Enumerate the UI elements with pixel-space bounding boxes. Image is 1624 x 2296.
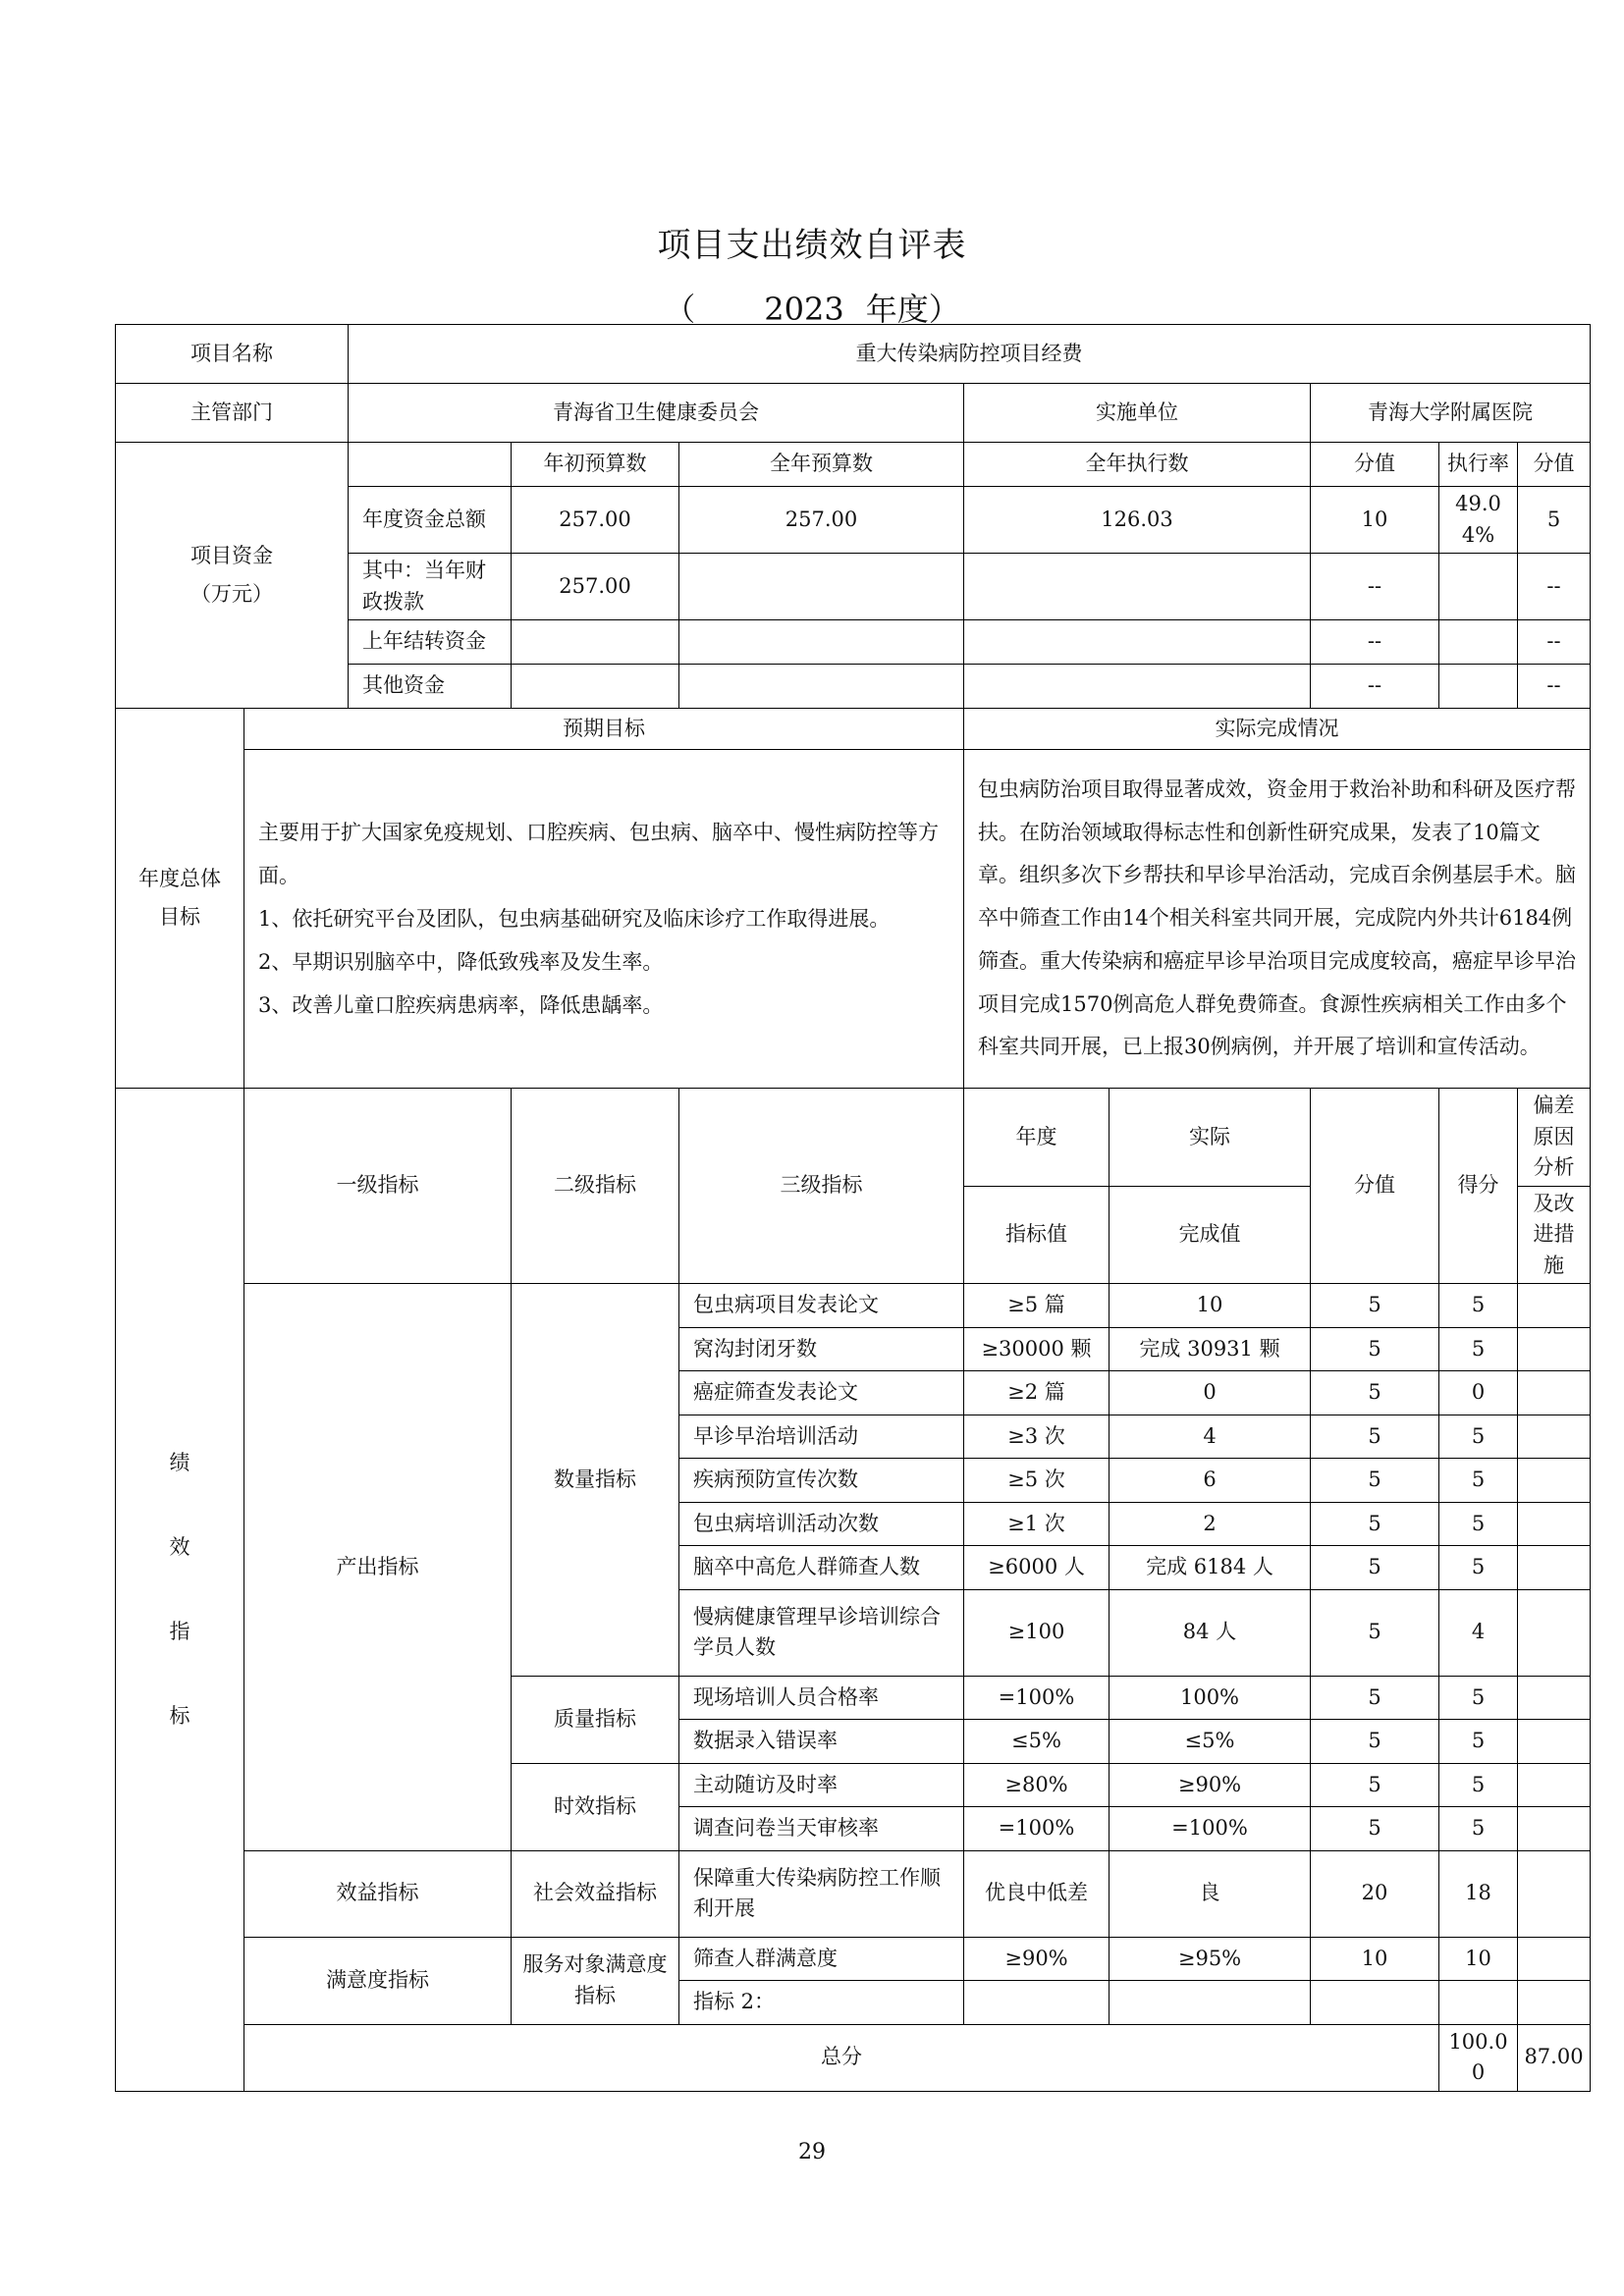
indicator-name: 脑卒中高危人群筛查人数 bbox=[679, 1546, 964, 1590]
score-value-header: 分值 bbox=[1311, 1089, 1439, 1284]
indicator-value: 5 bbox=[1311, 1284, 1439, 1328]
goals-label bbox=[116, 709, 244, 1089]
funds-cell: -- bbox=[1311, 665, 1439, 709]
goals-header-row bbox=[116, 709, 1591, 750]
indicator-value: 10 bbox=[1311, 1937, 1439, 1981]
funds-row-name: 其他资金 bbox=[349, 665, 512, 709]
indicator-done: 0 bbox=[1110, 1371, 1311, 1415]
indicator-deviation bbox=[1518, 1415, 1591, 1459]
total-row bbox=[116, 2024, 1591, 2091]
indicator-value: 5 bbox=[1311, 1371, 1439, 1415]
indicator-value: 5 bbox=[1311, 1546, 1439, 1590]
dept-value: 青海省卫生健康委员会 bbox=[349, 384, 964, 443]
indicator-row bbox=[116, 1850, 1591, 1937]
indicator-score: 0 bbox=[1439, 1371, 1518, 1415]
funds-header-col: 全年执行数 bbox=[964, 443, 1311, 487]
goals-label-line1: 年度总体 bbox=[138, 866, 221, 890]
funds-cell: 257.00 bbox=[512, 487, 679, 554]
indicator-score bbox=[1439, 1981, 1518, 2025]
indicator-deviation bbox=[1518, 1459, 1591, 1503]
indicator-name: 窝沟封闭牙数 bbox=[679, 1327, 964, 1371]
actual-result-header: 实际完成情况 bbox=[964, 709, 1591, 750]
funds-header-col: 年初预算数 bbox=[512, 443, 679, 487]
funds-cell: 126.03 bbox=[964, 487, 1311, 554]
indicator-done: 良 bbox=[1110, 1850, 1311, 1937]
indicator-name: 筛查人群满意度 bbox=[679, 1937, 964, 1981]
indicator-name: 包虫病项目发表论文 bbox=[679, 1284, 964, 1328]
indicator-done: ≥95% bbox=[1110, 1937, 1311, 1981]
indicator-done: 100% bbox=[1110, 1676, 1311, 1720]
funds-cell: 257.00 bbox=[679, 487, 964, 554]
funds-row-name: 其中：当年财政拨款 bbox=[349, 554, 512, 620]
year-value: 2023 bbox=[764, 291, 844, 328]
funds-cell: -- bbox=[1311, 620, 1439, 665]
indicator-target: 优良中低差 bbox=[964, 1850, 1110, 1937]
funds-cell bbox=[1439, 620, 1518, 665]
indicator-value: 5 bbox=[1311, 1676, 1439, 1720]
indicator-deviation bbox=[1518, 1981, 1591, 2025]
funds-cell bbox=[512, 620, 679, 665]
indicator-value: 5 bbox=[1311, 1807, 1439, 1851]
indicator-name: 指标 2： bbox=[679, 1981, 964, 2025]
indicator-target: ≥100 bbox=[964, 1589, 1110, 1676]
indicator-row bbox=[116, 1937, 1591, 1981]
expected-goal-line: 2、早期识别脑卒中，降低致残率及发生率。 bbox=[258, 950, 664, 975]
indicator-deviation bbox=[1518, 1937, 1591, 1981]
indicator-name: 主动随访及时率 bbox=[679, 1763, 964, 1807]
funds-row-name: 上年结转资金 bbox=[349, 620, 512, 665]
level1-output: 产出指标 bbox=[244, 1284, 512, 1851]
indicator-target: ≥6000 人 bbox=[964, 1546, 1110, 1590]
indicator-target: ≥80% bbox=[964, 1763, 1110, 1807]
indicator-score: 5 bbox=[1439, 1284, 1518, 1328]
perf-header-row bbox=[116, 1089, 1591, 1187]
expected-goal-line: 1、依托研究平台及团队，包虫病基础研究及临床诊疗工作取得进展。 bbox=[258, 906, 891, 931]
indicator-done: ≥90% bbox=[1110, 1763, 1311, 1807]
indicator-name: 调查问卷当天审核率 bbox=[679, 1807, 964, 1851]
impl-unit-label: 实施单位 bbox=[964, 384, 1311, 443]
indicator-value: 5 bbox=[1311, 1589, 1439, 1676]
indicator-done: ≤5% bbox=[1110, 1720, 1311, 1764]
funds-cell: -- bbox=[1518, 554, 1591, 620]
indicator-done: 84 人 bbox=[1110, 1589, 1311, 1676]
indicator-value: 5 bbox=[1311, 1720, 1439, 1764]
deviation-header-top: 偏差原因分析 bbox=[1518, 1089, 1591, 1187]
perf-label-char: 效 bbox=[169, 1535, 190, 1560]
indicator-name: 数据录入错误率 bbox=[679, 1720, 964, 1764]
level2-header: 二级指标 bbox=[512, 1089, 679, 1284]
level3-header: 三级指标 bbox=[679, 1089, 964, 1284]
level2-quality: 质量指标 bbox=[512, 1676, 679, 1763]
indicator-name: 现场培训人员合格率 bbox=[679, 1676, 964, 1720]
project-name-row bbox=[116, 325, 1591, 384]
funds-cell bbox=[512, 665, 679, 709]
level1-benefit: 效益指标 bbox=[244, 1850, 512, 1937]
funds-label-line1: 项目资金 bbox=[190, 543, 273, 567]
done-value-header: 完成值 bbox=[1110, 1186, 1311, 1284]
indicator-deviation bbox=[1518, 1502, 1591, 1546]
indicator-deviation bbox=[1518, 1763, 1591, 1807]
funds-cell bbox=[679, 620, 964, 665]
indicator-name: 疾病预防宣传次数 bbox=[679, 1459, 964, 1503]
funds-cell: 257.00 bbox=[512, 554, 679, 620]
funds-cell bbox=[964, 665, 1311, 709]
level1-header: 一级指标 bbox=[244, 1089, 512, 1284]
indicator-name: 癌症筛查发表论文 bbox=[679, 1371, 964, 1415]
indicator-value: 5 bbox=[1311, 1415, 1439, 1459]
funds-header-col: 执行率 bbox=[1439, 443, 1518, 487]
indicator-done: 2 bbox=[1110, 1502, 1311, 1546]
indicator-score: 5 bbox=[1439, 1720, 1518, 1764]
indicator-done bbox=[1110, 1981, 1311, 2025]
funds-header-col: 分值 bbox=[1518, 443, 1591, 487]
target-value-header: 指标值 bbox=[964, 1186, 1110, 1284]
level1-satisfaction: 满意度指标 bbox=[244, 1937, 512, 2024]
funds-cell: 49.04% bbox=[1439, 487, 1518, 554]
actual-result-text: 包虫病防治项目取得显著成效，资金用于救治补助和科研及医疗帮扶。在防治领域取得标志性和创新性研究成果，发表了10篇文章。组织多次下乡帮扶和早诊早治活动，完成百余例基层手术。脑卒中筛查工作由14个相关科室共同开展，完成院内外共计6184例筛查。重大传染病和癌症早诊早治项目完成度较高，癌症早诊早治项目完成1570例高危人群免费筛查。食源性疾病相关工作由多个科室共同开展，已上报30例病例，并开展了培训和宣传活动。 bbox=[964, 750, 1591, 1089]
indicator-deviation bbox=[1518, 1720, 1591, 1764]
indicator-score: 5 bbox=[1439, 1327, 1518, 1371]
project-name-value: 重大传染病防控项目经费 bbox=[349, 325, 1591, 384]
funds-cell: 10 bbox=[1311, 487, 1439, 554]
funds-cell bbox=[1439, 554, 1518, 620]
total-value: 100.00 bbox=[1439, 2024, 1518, 2091]
evaluation-table bbox=[115, 324, 1591, 2092]
indicator-value bbox=[1311, 1981, 1439, 2025]
indicator-target: ≥30000 颗 bbox=[964, 1327, 1110, 1371]
funds-cell bbox=[964, 620, 1311, 665]
funds-cell bbox=[964, 554, 1311, 620]
expected-goal-line: 3、改善儿童口腔疾病患病率，降低患龋率。 bbox=[258, 993, 664, 1018]
indicator-deviation bbox=[1518, 1589, 1591, 1676]
level2-service: 服务对象满意度指标 bbox=[512, 1937, 679, 2024]
funds-label bbox=[116, 443, 349, 709]
expected-goal-line: 主要用于扩大国家免疫规划、口腔疾病、包虫病、脑卒中、慢性病防控等方面。 bbox=[258, 820, 939, 887]
indicator-score: 10 bbox=[1439, 1937, 1518, 1981]
indicator-score: 5 bbox=[1439, 1676, 1518, 1720]
indicator-done: 4 bbox=[1110, 1415, 1311, 1459]
indicator-target: ≥90% bbox=[964, 1937, 1110, 1981]
deviation-header-bottom: 及改进措施 bbox=[1518, 1186, 1591, 1284]
indicator-deviation bbox=[1518, 1284, 1591, 1328]
funds-row-name: 年度资金总额 bbox=[349, 487, 512, 554]
total-score: 87.00 bbox=[1518, 2024, 1591, 2091]
indicator-target: ≥5 篇 bbox=[964, 1284, 1110, 1328]
funds-header-row bbox=[116, 443, 1591, 487]
expected-goal-text bbox=[244, 750, 964, 1089]
indicator-score: 5 bbox=[1439, 1502, 1518, 1546]
indicator-done: =100% bbox=[1110, 1807, 1311, 1851]
indicator-target: =100% bbox=[964, 1676, 1110, 1720]
project-name-label: 项目名称 bbox=[116, 325, 349, 384]
funds-cell: 5 bbox=[1518, 487, 1591, 554]
indicator-value: 5 bbox=[1311, 1327, 1439, 1371]
perf-section-label bbox=[116, 1089, 244, 2092]
funds-label-line2: （万元） bbox=[190, 582, 273, 606]
funds-header-col: 分值 bbox=[1311, 443, 1439, 487]
goals-label-line2: 目标 bbox=[159, 905, 200, 929]
indicator-row bbox=[116, 1284, 1591, 1328]
page-title: 项目支出绩效自评表 bbox=[657, 226, 967, 265]
year-open-paren: （ bbox=[664, 291, 696, 328]
indicator-target: =100% bbox=[964, 1807, 1110, 1851]
funds-cell: -- bbox=[1518, 665, 1591, 709]
indicator-target: ≥2 篇 bbox=[964, 1371, 1110, 1415]
indicator-value: 5 bbox=[1311, 1459, 1439, 1503]
funds-cell: -- bbox=[1311, 554, 1439, 620]
indicator-score: 5 bbox=[1439, 1459, 1518, 1503]
indicator-score: 4 bbox=[1439, 1589, 1518, 1676]
indicator-target: ≥3 次 bbox=[964, 1415, 1110, 1459]
impl-unit-value: 青海大学附属医院 bbox=[1311, 384, 1591, 443]
indicator-target bbox=[964, 1981, 1110, 2025]
indicator-target: ≥5 次 bbox=[964, 1459, 1110, 1503]
indicator-target: ≥1 次 bbox=[964, 1502, 1110, 1546]
goals-content-row bbox=[116, 750, 1591, 1089]
indicator-done: 6 bbox=[1110, 1459, 1311, 1503]
year-label: 年度） bbox=[865, 291, 960, 328]
expected-goal-header: 预期目标 bbox=[244, 709, 964, 750]
indicator-deviation bbox=[1518, 1327, 1591, 1371]
funds-cell bbox=[1439, 665, 1518, 709]
indicator-deviation bbox=[1518, 1546, 1591, 1590]
funds-cell: -- bbox=[1518, 620, 1591, 665]
indicator-name: 包虫病培训活动次数 bbox=[679, 1502, 964, 1546]
perf-label-char: 指 bbox=[169, 1620, 190, 1644]
perf-label-char: 标 bbox=[169, 1704, 190, 1729]
funds-header-col: 全年预算数 bbox=[679, 443, 964, 487]
year-target-header: 年度 bbox=[964, 1089, 1110, 1187]
dept-label: 主管部门 bbox=[116, 384, 349, 443]
perf-label-char: 绩 bbox=[169, 1451, 190, 1475]
indicator-done: 10 bbox=[1110, 1284, 1311, 1328]
indicator-deviation bbox=[1518, 1676, 1591, 1720]
indicator-value: 5 bbox=[1311, 1763, 1439, 1807]
indicator-value: 5 bbox=[1311, 1502, 1439, 1546]
level2-social: 社会效益指标 bbox=[512, 1850, 679, 1937]
level2-quantity: 数量指标 bbox=[512, 1284, 679, 1677]
indicator-done: 完成 30931 颗 bbox=[1110, 1327, 1311, 1371]
indicator-score: 18 bbox=[1439, 1850, 1518, 1937]
level2-time: 时效指标 bbox=[512, 1763, 679, 1850]
indicator-value: 20 bbox=[1311, 1850, 1439, 1937]
dept-row bbox=[116, 384, 1591, 443]
page-number: 29 bbox=[798, 2140, 826, 2164]
indicator-done: 完成 6184 人 bbox=[1110, 1546, 1311, 1590]
indicator-target: ≤5% bbox=[964, 1720, 1110, 1764]
indicator-score: 5 bbox=[1439, 1807, 1518, 1851]
indicator-deviation bbox=[1518, 1371, 1591, 1415]
score-header: 得分 bbox=[1439, 1089, 1518, 1284]
total-label: 总分 bbox=[244, 2024, 1439, 2091]
indicator-name: 保障重大传染病防控工作顺利开展 bbox=[679, 1850, 964, 1937]
indicator-deviation bbox=[1518, 1850, 1591, 1937]
indicator-score: 5 bbox=[1439, 1415, 1518, 1459]
indicator-score: 5 bbox=[1439, 1763, 1518, 1807]
indicator-score: 5 bbox=[1439, 1546, 1518, 1590]
funds-header-blank bbox=[349, 443, 512, 487]
funds-cell bbox=[679, 665, 964, 709]
indicator-deviation bbox=[1518, 1807, 1591, 1851]
indicator-name: 慢病健康管理早诊培训综合学员人数 bbox=[679, 1589, 964, 1676]
indicator-name: 早诊早治培训活动 bbox=[679, 1415, 964, 1459]
actual-header: 实际 bbox=[1110, 1089, 1311, 1187]
funds-cell bbox=[679, 554, 964, 620]
